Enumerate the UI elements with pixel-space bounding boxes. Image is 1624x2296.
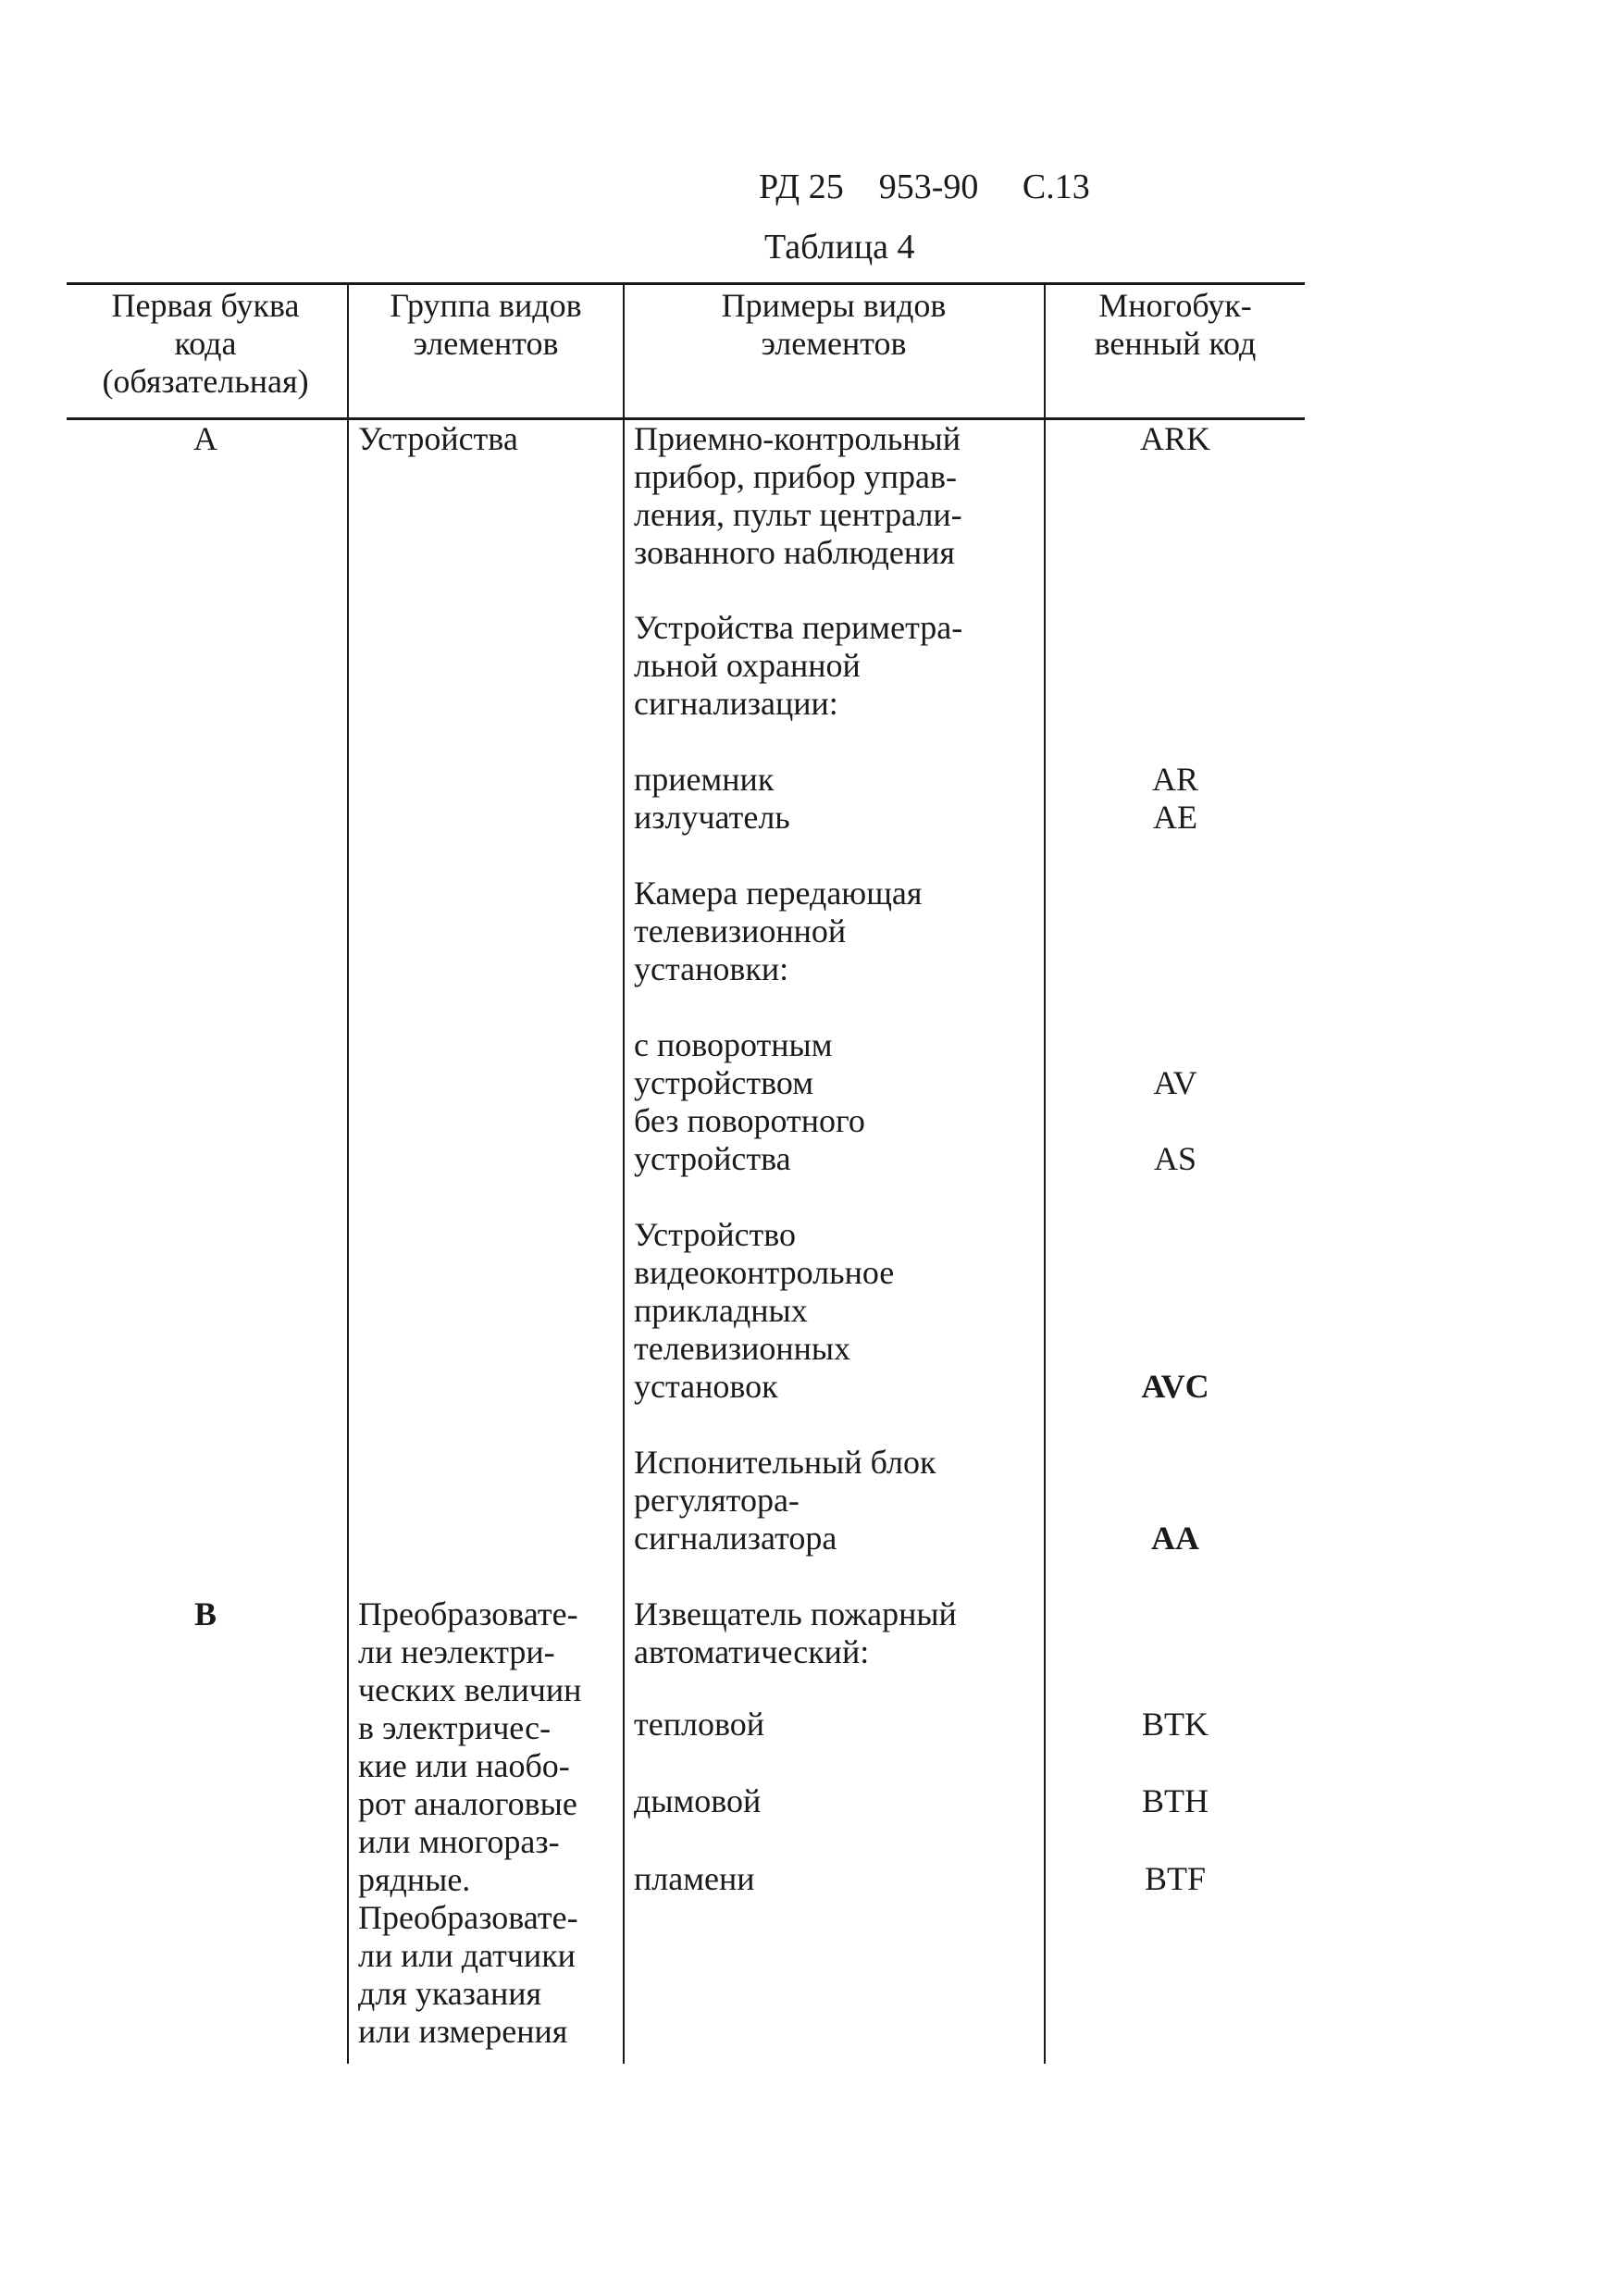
example-text: с поворотным устройством bbox=[634, 1026, 833, 1101]
row-letter-a: А bbox=[193, 420, 217, 457]
column-header-group: Группа видов элементов bbox=[390, 287, 582, 362]
row-group-a: Устройства bbox=[358, 420, 518, 457]
example-code: ARK bbox=[1139, 420, 1210, 457]
column-divider-1 bbox=[347, 284, 349, 418]
example-code: AA bbox=[1151, 1520, 1199, 1557]
table-title: Таблица 4 bbox=[764, 228, 915, 267]
example-text: пламени bbox=[634, 1860, 755, 1897]
example-code: BTK bbox=[1142, 1706, 1209, 1743]
body-divider-2 bbox=[623, 418, 625, 2064]
example-code: AE bbox=[1153, 799, 1197, 836]
column-header-code: Многобук- венный код bbox=[1094, 287, 1257, 362]
document-header bbox=[759, 167, 1090, 207]
example-text: Приемно-контрольный прибор, прибор управ- ления, пульт централи- зованного наблюдения bbox=[634, 420, 962, 571]
example-text: Извещатель пожарный автоматический: bbox=[634, 1595, 957, 1670]
example-text: излучатель bbox=[634, 799, 790, 836]
example-code: AS bbox=[1153, 1140, 1197, 1177]
example-text: без поворотного устройства bbox=[634, 1102, 865, 1177]
body-divider-1 bbox=[347, 418, 349, 2064]
example-text: Испонительный блок регулятора- сигнализатора bbox=[634, 1444, 936, 1557]
example-text: Камера передающая телевизионной установки: bbox=[634, 875, 923, 987]
example-text: Устройство видеоконтрольное прикладных телевизионных установок bbox=[634, 1216, 895, 1405]
example-code: AR bbox=[1151, 761, 1198, 798]
doc-number: 953-90 bbox=[878, 168, 979, 206]
table-top-rule bbox=[67, 282, 1305, 285]
row-group-b: Преобразовате- ли неэлектри- ческих величин в электричес- кие или наобо- рот аналоговые или многораз- рядные. Преобразовате- ли или датчики для указания или измерения bbox=[358, 1595, 582, 2050]
row-letter-b: В bbox=[193, 1595, 217, 1632]
example-text: тепловой bbox=[634, 1706, 764, 1743]
column-divider-2 bbox=[623, 284, 625, 418]
page-number: С.13 bbox=[1022, 168, 1090, 206]
example-code: BTH bbox=[1142, 1782, 1209, 1819]
example-code: AVC bbox=[1141, 1368, 1209, 1405]
example-text: Устройства периметра- льной охранной сигнализации: bbox=[634, 609, 963, 722]
column-header-first-letter: Первая буква кода (обязательная) bbox=[102, 287, 309, 400]
example-text: дымовой bbox=[634, 1782, 762, 1819]
example-code: BTF bbox=[1144, 1860, 1207, 1897]
column-divider-3 bbox=[1044, 284, 1046, 418]
example-text: приемник bbox=[634, 761, 775, 798]
doc-designation: РД 25 bbox=[759, 168, 844, 206]
example-code: AV bbox=[1153, 1064, 1197, 1101]
body-divider-3 bbox=[1044, 418, 1046, 2064]
column-header-examples: Примеры видов элементов bbox=[721, 287, 947, 362]
